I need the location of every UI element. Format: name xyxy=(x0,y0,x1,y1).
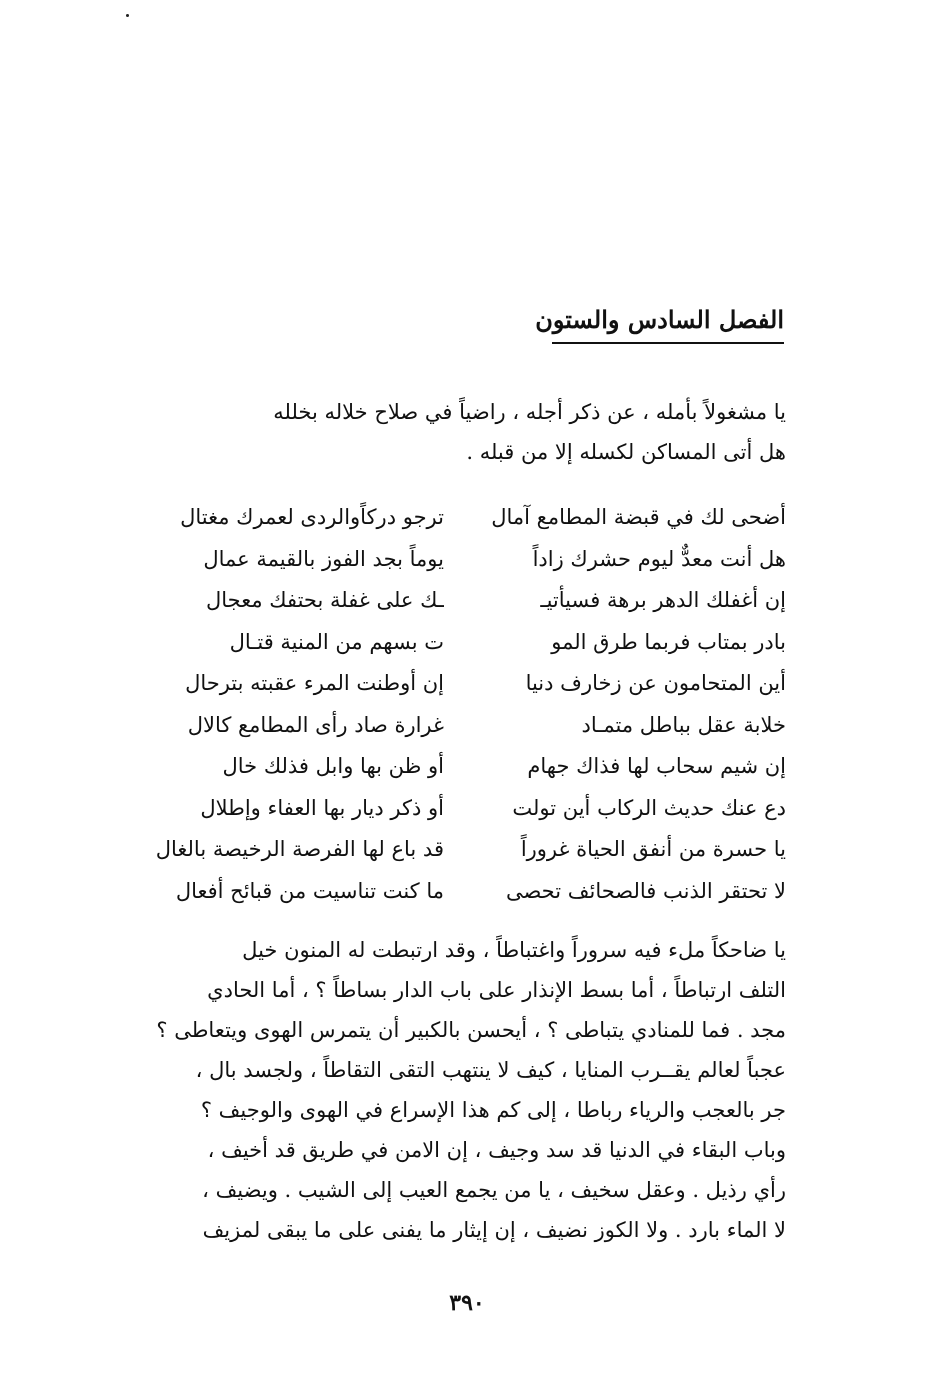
verse-second-hemistich: إن أوطنت المرء عقبته بترحال xyxy=(185,671,444,695)
verse-row xyxy=(134,539,786,581)
verse-row xyxy=(134,871,786,913)
verse-first-hemistich: أضحى لك في قبضة المطامع آمال xyxy=(491,505,786,529)
closing-paragraph xyxy=(146,930,786,1250)
verse-first-hemistich: إن أغفلك الدهر برهة فسيأتيـ xyxy=(540,588,786,612)
verse-second-hemistich: قد باع لها الفرصة الرخيصة بالغال xyxy=(155,837,444,861)
verse-row xyxy=(134,705,786,747)
verse-first-hemistich: أين المتحامون عن زخارف دنيا xyxy=(525,671,786,695)
verse-row xyxy=(134,788,786,830)
prose-line: لا الماء بارد . ولا الكوز نضيف ، إن إيثار ما يفنى على ما يبقى لمزيف xyxy=(202,1218,786,1242)
verse-row xyxy=(134,622,786,664)
prose-line: وباب البقاء في الدنيا قد سد وجيف ، إن الامن في طريق قد أخيف ، xyxy=(207,1138,786,1162)
verse-row xyxy=(134,746,786,788)
verse-first-hemistich: هل أنت معدٌّ ليوم حشرك زاداً xyxy=(532,546,786,571)
verse-second-hemistich: ـك على غفلة بحتفك معجال xyxy=(205,588,444,612)
prose-line: يا مشغولاً بأمله ، عن ذكر أجله ، راضياً في صلاح خلاله بخلله xyxy=(273,400,786,424)
ink-speck xyxy=(126,14,129,17)
verse-second-hemistich: ما كنت تناسيت من قبائح أفعال xyxy=(175,878,444,903)
prose-line: هل أتى المساكن لكسله إلا من قبله . xyxy=(466,440,786,464)
intro-paragraph xyxy=(146,392,786,472)
verse-second-hemistich: ترجو دركاًوالردى لعمرك مغتال xyxy=(180,505,444,529)
verse-row xyxy=(134,497,786,539)
verse-row xyxy=(134,580,786,622)
verse-row xyxy=(134,663,786,705)
verse-first-hemistich: بادر بمتاب فربما طرق المو xyxy=(551,629,786,654)
heading-underline xyxy=(552,342,784,344)
verse-second-hemistich: غرارة صاد رأى المطامع كالال xyxy=(187,712,444,737)
chapter-heading: الفصل السادس والستون xyxy=(535,305,784,334)
prose-line: يا ضاحكاً ملء فيه سروراً واغتباطاً ، وقد ارتبطت له المنون خيل xyxy=(242,938,786,962)
poem-verses xyxy=(134,497,786,912)
page-number: ٣٩٠ xyxy=(449,1290,485,1316)
verse-first-hemistich: يا حسرة من أنفق الحياة غروراً xyxy=(520,837,786,861)
verse-first-hemistich: خلابة عقل بباطل متمـاد xyxy=(581,712,786,737)
verse-second-hemistich: أو ذكر ديار بها العفاء وإطلال xyxy=(200,795,444,820)
prose-line: التلف ارتباطاً ، أما بسط الإنذار على باب الدار بساطاً ؟ ، أما الحادي xyxy=(207,978,786,1002)
verse-second-hemistich: أو ظن بها وابل فذلك خال xyxy=(222,754,444,778)
prose-line: مجد . فما للمنادي يتباطى ؟ ، أيحسن بالكبير أن يتمرس الهوى ويتعاطى ؟ xyxy=(156,1018,786,1042)
prose-line: عجباً لعالم يقــرب المنايا ، كيف لا ينتهب التقى التقاطاً ، ولجسد بال ، xyxy=(195,1058,786,1082)
verse-row xyxy=(134,829,786,871)
prose-line: جر بالعجب والرياء رباطا ، إلى كم هذا الإسراع في الهوى والوجيف ؟ xyxy=(200,1098,786,1122)
prose-line: رأي رذيل . وعقل سخيف ، يا من يجمع العيب إلى الشيب . ويضيف ، xyxy=(202,1178,786,1202)
verse-first-hemistich: دع عنك حديث الركاب أين تولت xyxy=(512,795,786,820)
verse-first-hemistich: لا تحتقر الذنب فالصحائف تحصى xyxy=(505,878,786,903)
verse-first-hemistich: إن شيم سحاب لها فذاك جهام xyxy=(527,754,786,778)
verse-second-hemistich: يوماً بجد الفوز بالقيمة عمال xyxy=(203,546,444,571)
verse-second-hemistich: ت بسهم من المنية قتـال xyxy=(229,629,444,654)
